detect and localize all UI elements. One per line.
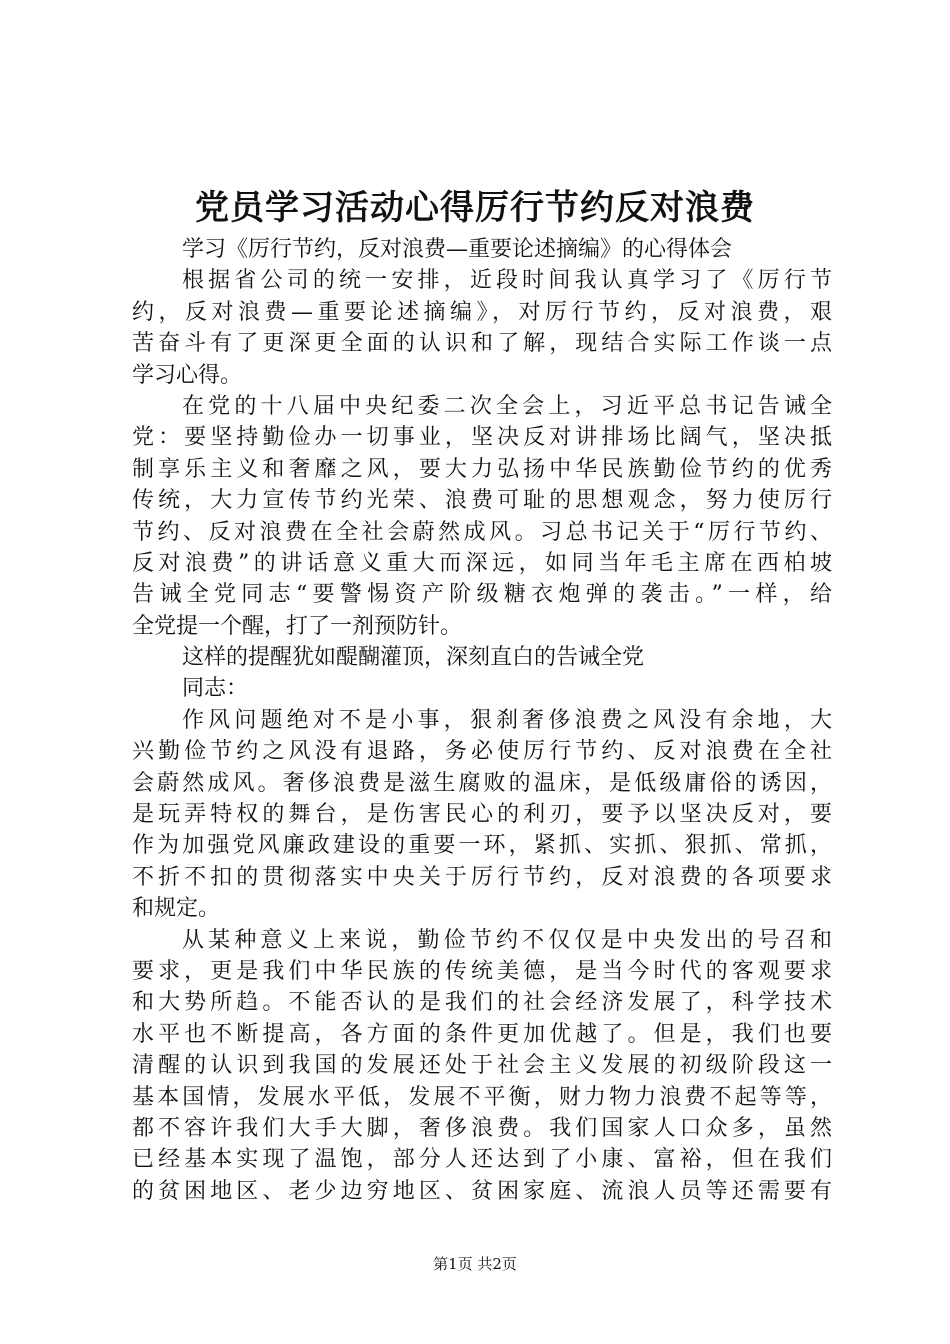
page-footer: 第1页 共2页 [433, 1255, 517, 1273]
paragraph [132, 705, 832, 925]
text-line: 已经基本实现了温饱，部分人还达到了小康、富裕，但在我们 [132, 1147, 832, 1173]
text-line: 和规定。 [132, 896, 221, 922]
text-line: 不折不扣的贯彻落实中央关于厉行节约，反对浪费的各项要求 [132, 864, 832, 890]
text-line: 节约、反对浪费在全社会蔚然成风。习总书记关于“厉行节约、 [132, 519, 832, 545]
paragraph [132, 391, 832, 642]
text-line: 和大势所趋。不能否认的是我们的社会经济发展了，科学技术 [132, 990, 832, 1016]
text-line: 要求，更是我们中华民族的传统美德，是当今时代的客观要求 [132, 958, 832, 984]
text-line: 约，反对浪费—重要论述摘编》，对厉行节约，反对浪费，艰 [132, 299, 832, 325]
text-line: 水平也不断提高，各方面的条件更加优越了。但是，我们也要 [132, 1021, 832, 1047]
text-line: 苦奋斗有了更深更全面的认识和了解，现结合实际工作谈一点 [132, 331, 832, 357]
text-line: 学习《厉行节约，反对浪费—重要论述摘编》的心得体会 [182, 237, 733, 262]
text-line: 根据省公司的统一安排，近段时间我认真学习了《厉行节 [182, 268, 832, 294]
text-line: 从某种意义上来说，勤俭节约不仅仅是中央发出的号召和 [182, 927, 832, 953]
text-line: 作为加强党风廉政建设的重要一环，紧抓、实抓、狠抓、常抓， [132, 833, 832, 859]
paragraph [132, 642, 832, 673]
paragraph [132, 673, 832, 704]
paragraph [132, 925, 832, 1208]
text-line: 这样的提醒犹如醍醐灌顶，深刻直白的告诫全党 [182, 645, 645, 671]
text-line: 党：要坚持勤俭办一切事业，坚决反对讲排场比阔气，坚决抵 [132, 425, 832, 451]
text-line: 学习心得。 [132, 362, 243, 388]
paragraph [132, 265, 832, 391]
text-line: 反对浪费”的讲话意义重大而深远，如同当年毛主席在西柏坡 [132, 550, 832, 576]
text-line: 清醒的认识到我国的发展还处于社会主义发展的初级阶段这一 [132, 1053, 832, 1079]
text-line: 传统，大力宣传节约光荣、浪费可耻的思想观念，努力使厉行 [132, 488, 832, 514]
text-line: 告诫全党同志“要警惕资产阶级糖衣炮弹的袭击。”一样，给 [132, 582, 832, 608]
paragraph [132, 234, 832, 265]
text-line: 制享乐主义和奢靡之风，要大力弘扬中华民族勤俭节约的优秀 [132, 456, 832, 482]
document-body [132, 234, 832, 1207]
text-line: 是玩弄特权的舞台，是伤害民心的利刃，要予以坚决反对，要 [132, 802, 832, 828]
text-line: 会蔚然成风。奢侈浪费是滋生腐败的温床，是低级庸俗的诱因， [132, 770, 832, 796]
text-line: 的贫困地区、老少边穷地区、贫困家庭、流浪人员等还需要有 [132, 1178, 832, 1204]
text-line: 都不容许我们大手大脚，奢侈浪费。我们国家人口众多，虽然 [132, 1115, 832, 1141]
text-line: 兴勤俭节约之风没有退路，务必使厉行节约、反对浪费在全社 [132, 739, 832, 765]
text-line: 全党提一个醒，打了一剂预防针。 [132, 613, 463, 639]
text-line: 同志： [182, 676, 249, 702]
text-line: 基本国情，发展水平低，发展不平衡，财力物力浪费不起等等， [132, 1084, 832, 1110]
text-line: 在党的十八届中央纪委二次全会上，习近平总书记告诫全 [182, 393, 832, 419]
text-line: 作风问题绝对不是小事，狠刹奢侈浪费之风没有余地，大 [182, 707, 832, 733]
document-title: 党员学习活动心得厉行节约反对浪费 [195, 188, 755, 228]
